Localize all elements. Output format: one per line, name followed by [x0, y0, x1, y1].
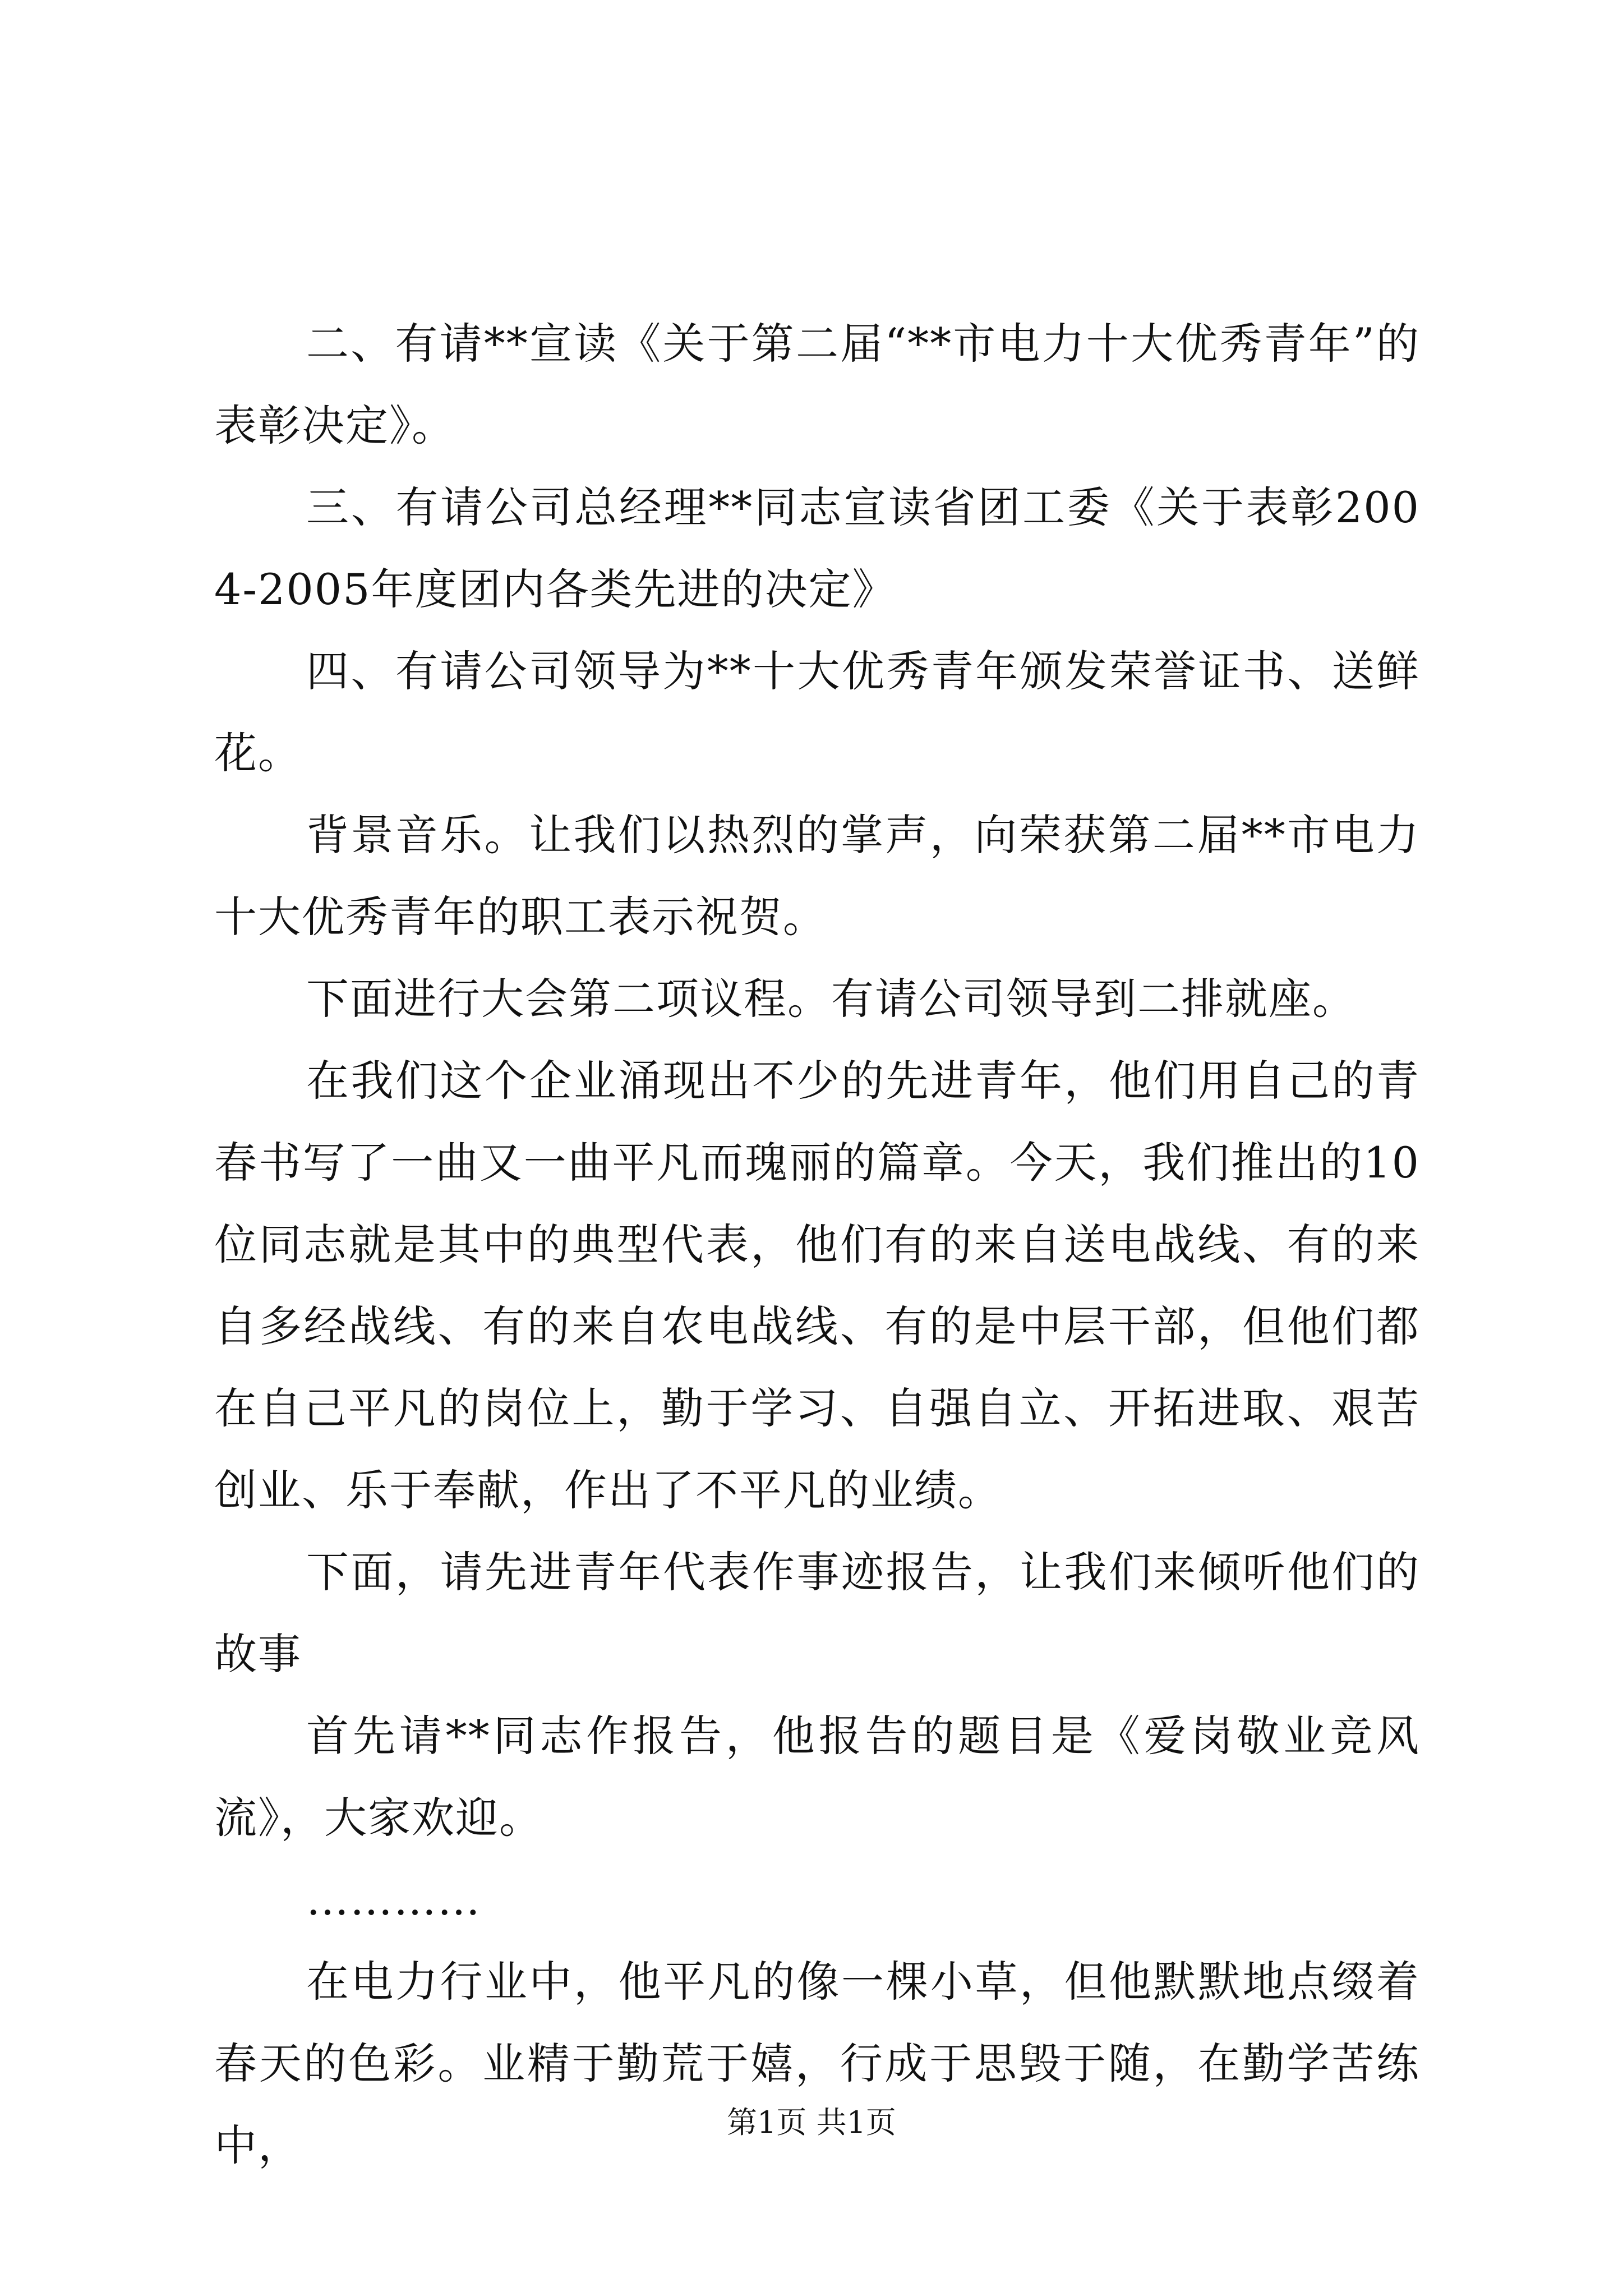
paragraph-ellipsis: …………: [306, 1875, 481, 1925]
paragraph-6: 在我们这个企业涌现出不少的先进青年，他们用自己的青春书写了一曲又一曲平凡而瑰丽的篇章。今天，我们推出的10位同志就是其中的典型代表，他们有的来自送电战线、有的来自多经战线、有的来自农电战线、有的是中层干部，但他们都在自己平凡的岗位上，勤于学习、自强自立、开拓进取、艰苦创业、乐于奉献，作出了不平凡的业绩。: [214, 1056, 1420, 1515]
paragraph-4: 背景音乐。让我们以热烈的掌声，向荣获第二届**市电力十大优秀青年的职工表示祝贺。: [214, 810, 1420, 942]
paragraph-8: 首先请**同志作报告，他报告的题目是《爱岗敬业竞风流》，大家欢迎。: [214, 1711, 1420, 1843]
paragraph-7: 下面，请先进青年代表作事迹报告，让我们来倾听他们的故事: [214, 1547, 1420, 1679]
paragraph-1: 二、有请**宣读《关于第二届“**市电力十大优秀青年”的表彰决定》。: [214, 319, 1420, 450]
paragraph-5: 下面进行大会第二项议程。有请公司领导到二排就座。: [306, 974, 1356, 1024]
document-body: [214, 303, 1420, 2187]
page-footer: 第1页 共1页: [727, 2105, 896, 2140]
paragraph-10: 在电力行业中，他平凡的像一棵小草，但他默默地点缀着春天的色彩。业精于勤荒于嬉，行成于思毁于随，在勤学苦练中，: [214, 1957, 1420, 2170]
paragraph-3: 四、有请公司领导为**十大优秀青年颁发荣誉证书、送鲜花。: [214, 646, 1420, 778]
paragraph-2: 三、有请公司总经理**同志宣读省团工委《关于表彰2004-2005年度团内各类先进的决定》: [214, 482, 1420, 614]
